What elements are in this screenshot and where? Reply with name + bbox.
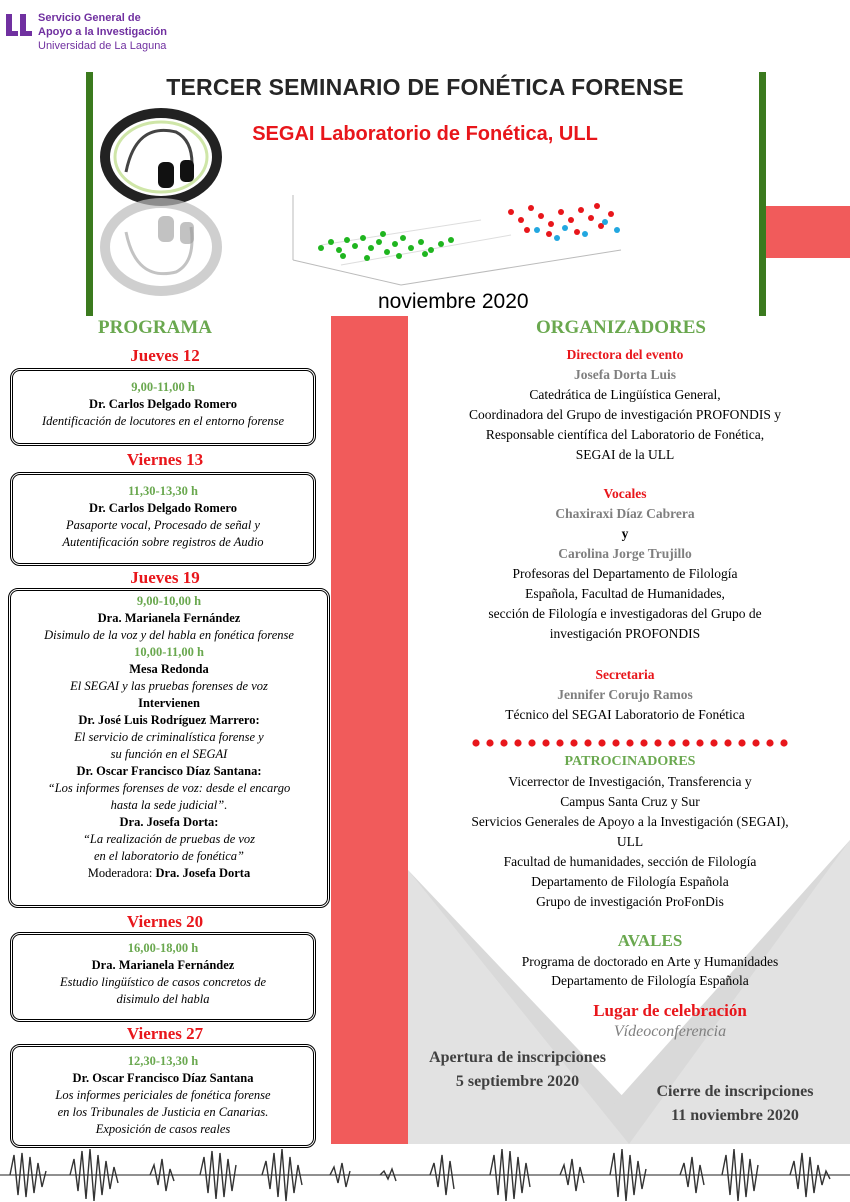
speaker-name: Dr. Oscar Francisco Díaz Santana (72, 1071, 254, 1085)
day-heading: Jueves 19 (130, 568, 200, 587)
director-desc: Responsable científica del Laboratorio de Fonética, (485, 427, 765, 442)
vocal-and: y (621, 526, 629, 541)
session-topic: Pasaporte vocal, Procesado de señal y (66, 518, 260, 532)
logo-line-1: Servicio General de (38, 12, 141, 24)
venue-name: Vídeoconferencia (613, 1023, 727, 1040)
session-topic: en los Tribunales de Justicia en Canarias. (57, 1105, 269, 1119)
logo (4, 12, 34, 38)
page-title: TERCER SEMINARIO DE FONÉTICA FORENSE (166, 74, 684, 100)
banner (86, 72, 766, 316)
segai-logo-icon (4, 12, 34, 38)
venue-title: Lugar de celebración (593, 1001, 747, 1020)
registration-open (410, 1046, 625, 1094)
director-desc: SEGAI de la ULL (575, 447, 675, 462)
speaker-name: Dr. Oscar Francisco Díaz Santana: (76, 764, 262, 778)
session-topic: El servicio de criminalística forense y (74, 730, 264, 744)
registration-open-date: 5 septiembre 2020 (455, 1073, 580, 1090)
speakers-label: Intervienen (138, 696, 200, 710)
vocales-desc: sección de Filología e investigadoras del Grupo de (488, 606, 762, 621)
aval-line: Departamento de Filología Española (551, 973, 749, 988)
vocales-section (400, 484, 850, 644)
logo-line-3: Universidad de La Laguna (38, 40, 167, 52)
red-accent-block (766, 206, 850, 258)
session-time: 9,00-11,00 h (131, 380, 195, 394)
speaker-name: Dr. Carlos Delgado Romero (89, 501, 237, 515)
session-topic: Estudio lingüístico de casos concretos de (59, 975, 267, 989)
venue-section (450, 1000, 850, 1042)
sponsor-line: Facultad de humanidades, sección de Filología (503, 854, 757, 869)
director-title: Directora del evento (566, 347, 684, 362)
secretaria-section (400, 665, 850, 725)
director-desc: Catedrática de Lingüística General, (529, 387, 721, 402)
avales-section (430, 930, 850, 990)
organizers-heading: ORGANIZADORES (536, 317, 706, 338)
session-topic: hasta la sede judicial”. (110, 798, 228, 812)
session-time: 11,30-13,30 h (128, 484, 198, 498)
moderator-name: Dra. Josefa Dorta (155, 866, 251, 880)
scatter-plot-image (281, 190, 641, 290)
banner-right-bar (759, 72, 766, 316)
speaker-name: Dra. Josefa Dorta: (119, 815, 219, 829)
session-time: 12,30-13,30 h (127, 1054, 199, 1068)
sponsor-line: ULL (616, 834, 644, 849)
session-time: 10,00-11,00 h (134, 645, 204, 659)
vocal-name: Chaxiraxi Díaz Cabrera (555, 506, 695, 521)
director-desc: Coordinadora del Grupo de investigación PROFONDIS y (469, 407, 781, 422)
day-heading: Viernes 13 (126, 450, 204, 469)
session-topic: El SEGAI y las pruebas forenses de voz (70, 679, 268, 693)
session-topic: en el laboratorio de fonética” (94, 849, 244, 863)
registration-close-date: 11 noviembre 2020 (671, 1107, 799, 1124)
session-topic: Disimulo de la voz y del habla en fonética forense (44, 628, 294, 642)
vocales-desc: Profesoras del Departamento de Filología (512, 566, 738, 581)
session-box (8, 588, 330, 908)
day-heading: Viernes 27 (126, 1024, 204, 1043)
session-box (10, 368, 316, 446)
session-topic: Exposición de casos reales (95, 1122, 231, 1136)
moderator-label: Moderadora: (87, 866, 156, 880)
sponsor-line: Vicerrector de Investigación, Transferencia y (508, 774, 752, 789)
speaker-name: Dr. José Luis Rodríguez Marrero: (78, 713, 260, 727)
logo-text (38, 11, 167, 53)
session-time: 9,00-10,00 h (136, 594, 202, 608)
session-time: 16,00-18,00 h (127, 941, 199, 955)
dotted-divider (470, 737, 800, 749)
aval-line: Programa de doctorado en Arte y Humanidades (521, 954, 779, 969)
speaker-name: Dra. Marianela Fernández (91, 958, 235, 972)
sponsor-line: Servicios Generales de Apoyo a la Investigación (SEGAI), (471, 814, 789, 829)
session-topic: “Los informes forenses de voz: desde el encargo (47, 781, 291, 795)
banner-left-bar (86, 72, 93, 316)
director-name: Josefa Dorta Luis (574, 367, 676, 382)
sponsor-line: Grupo de investigación ProFonDis (536, 894, 724, 909)
session-topic: “La realización de pruebas de voz (82, 832, 256, 846)
sponsor-line: Campus Santa Cruz y Sur (560, 794, 700, 809)
registration-open-title: Apertura de inscripciones (429, 1049, 606, 1066)
session-topic: Identificación de locutores en el entorno forense (41, 414, 285, 428)
director-section (400, 345, 850, 465)
secretaria-desc: Técnico del SEGAI Laboratorio de Fonética (505, 707, 745, 722)
session-box (10, 1044, 316, 1148)
vocales-desc: investigación PROFONDIS (549, 626, 701, 641)
day-heading: Jueves 12 (130, 346, 200, 365)
registration-close (625, 1080, 845, 1128)
session-topic: su función en el SEGAI (110, 747, 228, 761)
sponsors-title: PATROCINADORES (564, 754, 696, 769)
program-heading: PROGRAMA (98, 317, 212, 338)
moderator (11, 865, 327, 882)
secretaria-name: Jennifer Corujo Ramos (557, 687, 693, 702)
registration-close-title: Cierre de inscripciones (656, 1083, 814, 1100)
sponsors-section (410, 752, 850, 912)
day-heading: Viernes 20 (126, 912, 204, 931)
audio-waveform-image (0, 1145, 850, 1202)
speaker-name: Dr. Carlos Delgado Romero (89, 397, 237, 411)
avales-title: AVALES (617, 931, 683, 950)
vocal-name: Carolina Jorge Trujillo (558, 546, 692, 561)
logo-line-2: Apoyo a la Investigación (38, 26, 167, 38)
red-accent-column (331, 316, 408, 1144)
sponsor-line: Departamento de Filología Española (531, 874, 729, 889)
session-topic: Los informes periciales de fonética forense (55, 1088, 271, 1102)
event-month: noviembre 2020 (378, 290, 529, 313)
session-box (10, 472, 316, 566)
session-box (10, 932, 316, 1022)
round-table-title: Mesa Redonda (129, 662, 209, 676)
session-topic: disimulo del habla (116, 992, 210, 1006)
session-topic: Autentificación sobre registros de Audio (62, 535, 264, 549)
page-subtitle: SEGAI Laboratorio de Fonética, ULL (252, 123, 598, 145)
speaker-name: Dra. Marianela Fernández (97, 611, 241, 625)
vocales-desc: Española, Facultad de Humanidades, (525, 586, 725, 601)
vocales-title: Vocales (603, 486, 647, 501)
secretaria-title: Secretaria (595, 667, 655, 682)
